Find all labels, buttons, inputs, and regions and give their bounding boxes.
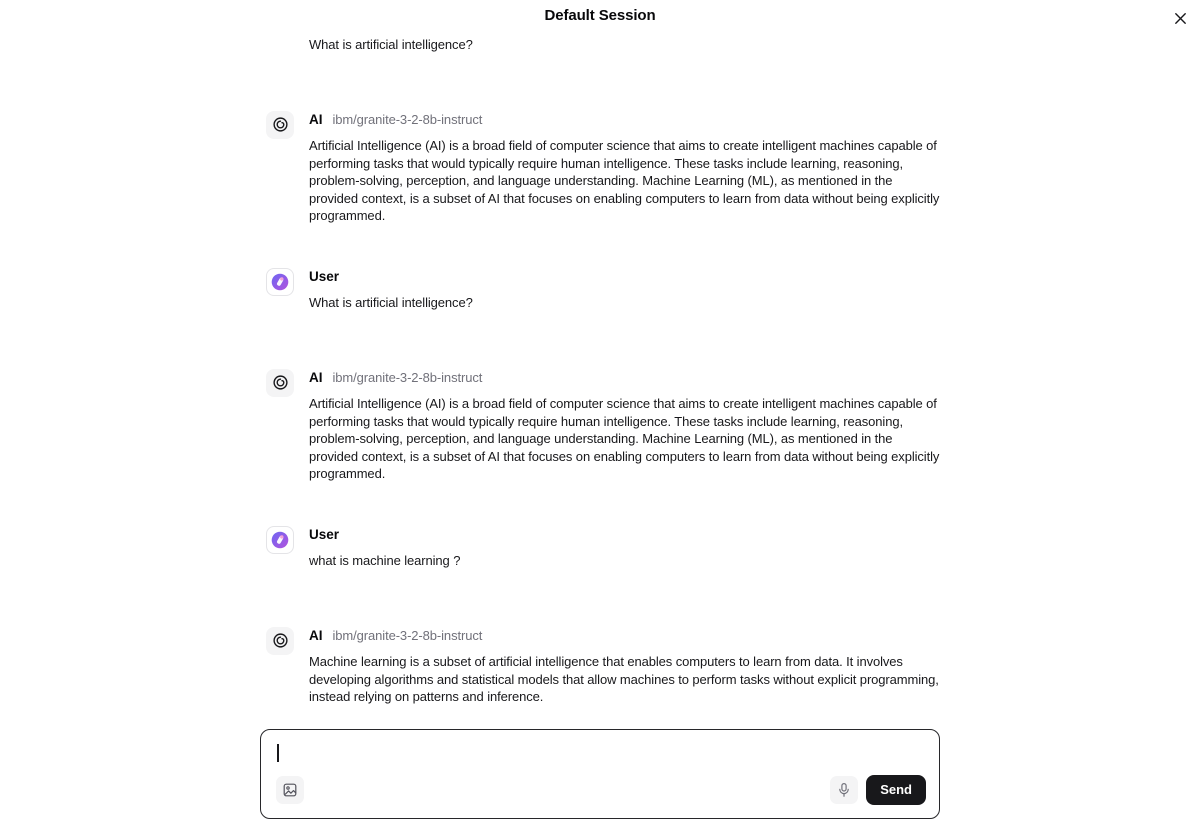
- ai-avatar: [266, 111, 294, 139]
- message-header: [309, 369, 944, 387]
- message-header: [309, 111, 944, 129]
- message-text: Machine learning is a subset of artificial intelligence that enables computers to learn from data. It involves developing algorithms and statistical models that allow machines to perform tasks without explicit programming, instead relying on patterns and inference.: [309, 654, 939, 704]
- user-gradient-logo-icon: [271, 273, 289, 291]
- granite-spiral-icon: [272, 374, 289, 391]
- message-text: Artificial Intelligence (AI) is a broad field of computer science that aims to create intelligent machines capable of performing tasks that would typically require human intelligence. These tasks include learning, reasoning, problem-solving, perception, and language understanding. Machine Learning (ML), as mentioned in the provided context, is a subset of AI that focuses on enabling computers to learn from data without being explicitly programmed.: [309, 396, 940, 481]
- ai-avatar: [266, 369, 294, 397]
- composer-toolbar: [276, 775, 926, 805]
- model-name: ibm/granite-3-2-8b-instruct: [332, 111, 483, 127]
- user-message: [256, 36, 944, 54]
- message-text: What is artificial intelligence?: [309, 37, 473, 52]
- user-avatar: [266, 526, 294, 554]
- message-header: [309, 526, 944, 544]
- sender-name: AI: [309, 369, 323, 385]
- user-avatar: [266, 268, 294, 296]
- image-icon: [282, 782, 298, 798]
- message-input[interactable]: [276, 743, 926, 763]
- message-header: [309, 627, 944, 645]
- sender-name: AI: [309, 111, 323, 127]
- attach-image-button[interactable]: [276, 776, 304, 804]
- message-composer: [260, 729, 940, 819]
- ai-message: [256, 627, 944, 706]
- close-icon: [1173, 11, 1188, 26]
- ai-message: [256, 111, 944, 225]
- close-button[interactable]: [1168, 6, 1192, 30]
- message-header: [309, 268, 944, 286]
- message-content: [309, 268, 944, 312]
- mic-button[interactable]: [830, 776, 858, 804]
- model-name: ibm/granite-3-2-8b-instruct: [332, 369, 483, 385]
- microphone-icon: [836, 782, 852, 798]
- message-content: [309, 369, 944, 483]
- message-text: What is artificial intelligence?: [309, 295, 473, 310]
- header: [0, 0, 1200, 30]
- granite-spiral-icon: [272, 632, 289, 649]
- ai-avatar: [266, 627, 294, 655]
- message-content: [309, 627, 944, 706]
- message-text: what is machine learning ?: [309, 553, 461, 568]
- sender-name: User: [309, 268, 340, 284]
- sender-name: User: [309, 526, 340, 542]
- session-title: Default Session: [544, 7, 656, 24]
- user-message: [256, 268, 944, 312]
- granite-spiral-icon: [272, 116, 289, 133]
- ai-message: [256, 369, 944, 483]
- send-button[interactable]: Send: [866, 775, 926, 805]
- message-text: Artificial Intelligence (AI) is a broad field of computer science that aims to create intelligent machines capable of performing tasks that would typically require human intelligence. These tasks include learning, reasoning, problem-solving, perception, and language understanding. Machine Learning (ML), as mentioned in the provided context, is a subset of AI that focuses on enabling computers to learn from data without being explicitly programmed.: [309, 138, 940, 223]
- sender-name: AI: [309, 627, 323, 643]
- message-content: [309, 111, 944, 225]
- user-gradient-logo-icon: [271, 531, 289, 549]
- user-message: [256, 526, 944, 570]
- chat-messages: [256, 30, 944, 706]
- model-name: ibm/granite-3-2-8b-instruct: [332, 627, 483, 643]
- text-cursor: [277, 744, 279, 762]
- message-content: [309, 526, 944, 570]
